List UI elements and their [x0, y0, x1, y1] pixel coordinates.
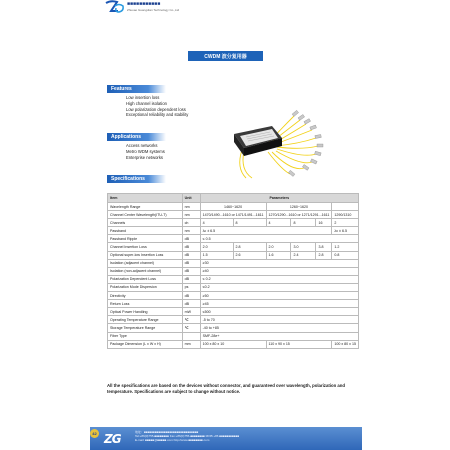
spec-parameter-cell: 2.8 [233, 243, 266, 251]
spec-parameter-cell: 3.0 [291, 243, 316, 251]
table-row [108, 316, 359, 324]
spec-unit-cell: dB [182, 259, 200, 267]
table-row [108, 275, 359, 283]
table-row [108, 332, 359, 340]
spec-item-cell: Passband Ripple [108, 235, 183, 243]
column-header-unit: Unit [182, 194, 200, 203]
page-title: CWDM 波分复用器 [188, 51, 263, 61]
table-row [108, 235, 359, 243]
table-row [108, 283, 359, 291]
table-row [108, 267, 359, 275]
spec-parameter-cell: ≥45 [200, 300, 358, 308]
spec-parameter-cell: ≤ 0.2 [200, 275, 358, 283]
footer-phone: Tel:+86(0)755-■■■■■■■■ Fax:+86(0)755-■■■■■■■■ MOB:+86 ■■■■■■■■■■■ [135, 434, 240, 438]
spec-unit-cell: ℃ [182, 316, 200, 324]
company-name-en: Zhuoao Guangdian Technology Co.,Ltd [127, 8, 180, 12]
spec-unit-cell: mm [182, 340, 200, 348]
spec-parameter-cell: 100 x 80 x 10 [200, 340, 266, 348]
spec-unit-cell: ℃ [182, 324, 200, 332]
spec-unit-cell: mW [182, 308, 200, 316]
spec-parameter-cell: 1470/1490...1610 or 1471/1491...1611 [200, 211, 266, 219]
spec-parameter-cell: 2.0 [200, 243, 233, 251]
spec-parameter-cell: -40 to +85 [200, 324, 358, 332]
applications-list [126, 143, 165, 160]
table-row [108, 227, 359, 235]
spec-item-cell: Isolation (non-adjacent channel) [108, 267, 183, 275]
spec-unit-cell: nm [182, 211, 200, 219]
spec-item-cell: Polarization Dependent Loss [108, 275, 183, 283]
table-row [108, 259, 359, 267]
spec-unit-cell: ps [182, 283, 200, 291]
table-row [108, 300, 359, 308]
feature-item: Low insertion loss [126, 95, 160, 100]
table-row [108, 340, 359, 348]
table-row [108, 308, 359, 316]
spec-item-cell: Polarization Mode Dispersion [108, 283, 183, 291]
spec-item-cell: Package Dimension (L x W x H) [108, 340, 183, 348]
spec-unit-cell: nm [182, 203, 200, 211]
spec-parameter-cell: 1260~1620 [266, 203, 332, 211]
spec-parameter-cell: 1270/1290...1610 or 1271/1291...1611 [266, 211, 332, 219]
spec-unit-cell: dB [182, 235, 200, 243]
applications-heading: Applications [107, 133, 166, 141]
spec-parameter-cell: ≥40 [200, 267, 358, 275]
spec-parameter-cell: 0.8 [332, 251, 359, 259]
spec-item-cell: Return Loss [108, 300, 183, 308]
spec-unit-cell: dB [182, 275, 200, 283]
spec-parameter-cell: -5 to 70 [200, 316, 358, 324]
specifications-heading: Specifications [107, 175, 166, 183]
footer-address: 地址：■■■■■■■■■■■■■■■■■■■■■■■■■■■■■■ [135, 430, 199, 434]
spec-item-cell: Wavelength Range [108, 203, 183, 211]
spec-parameter-cell: ≥50 [200, 292, 358, 300]
spec-parameter-cell: 100 x 80 x 15 [332, 340, 359, 348]
spec-parameter-cell: 16 [316, 219, 332, 227]
features-list [126, 95, 188, 118]
page-number-badge: 42 [90, 429, 99, 438]
spec-parameter-cell: 8 [291, 219, 316, 227]
feature-item: Low polarization dependent loss [126, 106, 186, 112]
spec-parameter-cell: 2.0 [266, 243, 291, 251]
spec-item-cell: Passband [108, 227, 183, 235]
spec-parameter-cell: 4 [200, 219, 233, 227]
footer-contact [135, 430, 239, 442]
table-row [108, 251, 359, 259]
spec-parameter-cell: SMF-28e+ [200, 332, 358, 340]
features-heading: Features [107, 85, 166, 93]
spec-unit-cell: ch [182, 219, 200, 227]
application-item: Access networks [126, 143, 158, 148]
spec-unit-cell: dB [182, 292, 200, 300]
table-row [108, 292, 359, 300]
spec-parameter-cell: 3.8 [316, 243, 332, 251]
spec-parameter-cell: λc ± 6.5 [200, 227, 332, 235]
company-name-cn: ■■■■■■■■■■■ [127, 1, 161, 7]
spec-unit-cell [182, 332, 200, 340]
spec-item-cell: Channels [108, 219, 183, 227]
spec-item-cell: Channel Insertion Loss [108, 243, 183, 251]
spec-parameter-cell: 2.6 [233, 251, 266, 259]
spec-item-cell: Operating Temperature Range [108, 316, 183, 324]
spec-parameter-cell: λc ± 6.5 [332, 227, 359, 235]
column-header-item: Item [108, 194, 183, 203]
application-item: Enterprise networks [126, 154, 164, 160]
footer-email: E-mail: ■■■■■@■■■■■.com http://www.■■■■■■■■.com [135, 438, 210, 442]
table-row [108, 203, 359, 211]
spec-item-cell: Optical Power Handling [108, 308, 183, 316]
spec-unit-cell: dB [182, 243, 200, 251]
spec-parameter-cell: ≥30 [200, 259, 358, 267]
application-item: Metro WDM systems [126, 148, 165, 154]
cwdm-module-image [232, 108, 336, 180]
company-logo [105, 0, 195, 14]
spec-parameter-cell: 2 [332, 219, 359, 227]
specifications-table [107, 193, 359, 349]
feature-item: Exceptional reliability and stability [126, 112, 189, 118]
spec-item-cell: Isolation (adjacent channel) [108, 259, 183, 267]
spec-item-cell: Channel Center Wavelength(ITU-T) [108, 211, 183, 219]
spec-parameter-cell: ≤ 0.5 [200, 235, 358, 243]
spec-item-cell: Storage Temperature Range [108, 324, 183, 332]
spec-parameter-cell: 110 x 90 x 15 [266, 340, 332, 348]
spec-parameter-cell: 1460~1620 [200, 203, 266, 211]
spec-parameter-cell: 1290/1310 [332, 211, 359, 219]
spec-item-cell: Fiber Type [108, 332, 183, 340]
table-row [108, 243, 359, 251]
spec-parameter-cell: 2.8 [316, 251, 332, 259]
spec-parameter-cell: 8 [233, 219, 266, 227]
spec-unit-cell: dB [182, 251, 200, 259]
footer-logo: ZG [104, 432, 121, 446]
spec-item-cell: Directivity [108, 292, 183, 300]
spec-parameter-cell: 2.4 [291, 251, 316, 259]
column-header-parameters: Parameters [200, 194, 358, 203]
spec-parameter-cell: 1.5 [200, 251, 233, 259]
spec-parameter-cell: ≤0.2 [200, 283, 358, 291]
spec-item-cell: Optional super-low Insertion Loss [108, 251, 183, 259]
spec-parameter-cell: 1.2 [332, 243, 359, 251]
table-header-row [108, 194, 359, 203]
spec-unit-cell: nm [182, 227, 200, 235]
table-row [108, 219, 359, 227]
table-row [108, 211, 359, 219]
spec-parameter-cell: ≤500 [200, 308, 358, 316]
spec-unit-cell: dB [182, 267, 200, 275]
zg-logo-icon [105, 0, 125, 14]
spec-parameter-cell: 4 [266, 219, 291, 227]
spec-unit-cell: dB [182, 300, 200, 308]
spec-parameter-cell: 1.6 [266, 251, 291, 259]
table-row [108, 324, 359, 332]
feature-item: High channel isolation [126, 100, 167, 106]
specification-note: All the specifications are based on the devices without connector, and guaranteed over wavelength, polarization and temperature. Specifications are subject to change without notice. [107, 383, 346, 394]
spec-parameter-cell [332, 203, 359, 211]
